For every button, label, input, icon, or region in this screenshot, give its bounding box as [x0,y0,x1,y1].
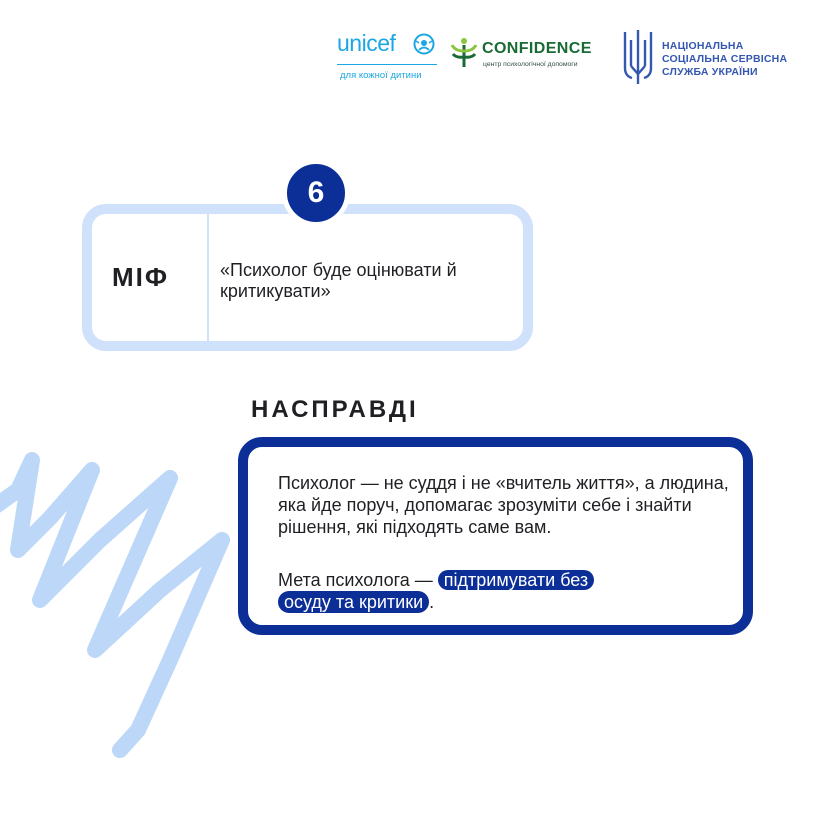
unicef-wordmark: unicef [337,30,396,56]
myth-divider [207,214,209,341]
goal-suffix: . [429,592,435,612]
unicef-tagline: для кожної дитини [340,70,422,81]
reality-goal [278,569,733,613]
confidence-tagline: центр психологічної допомоги [483,61,578,68]
reality-title: НАСПРАВДІ [251,396,419,423]
nss-line-3: СЛУЖБА УКРАЇНИ [662,66,758,78]
goal-prefix: Мета психолога — [278,570,438,590]
trident-icon [620,28,656,86]
unicef-logo [337,30,437,81]
confidence-wordmark: CONFIDENCE [482,40,592,57]
nss-line-2: СОЦІАЛЬНА СЕРВІСНА [662,53,788,65]
reality-card [238,437,753,635]
myth-number-badge: 6 [282,159,350,227]
goal-highlight-1: підтримувати без [438,570,594,590]
squiggle-decoration [0,430,260,760]
globe-icon [413,33,435,55]
unicef-underline [337,64,437,66]
reality-paragraph: Психолог — не суддя і не «вчитель життя», а людина, яка йде поруч, допомагає зрозуміти себе і знайти рішення, які підходять саме вам. [278,473,729,537]
nss-line-1: НАЦІОНАЛЬНА [662,40,744,52]
myth-label: МІФ [112,262,170,292]
myth-text: «Психолог буде оцінювати й критикувати» [220,260,457,301]
goal-highlight-2: осуду та критики [278,591,429,613]
sprout-icon [449,37,479,69]
